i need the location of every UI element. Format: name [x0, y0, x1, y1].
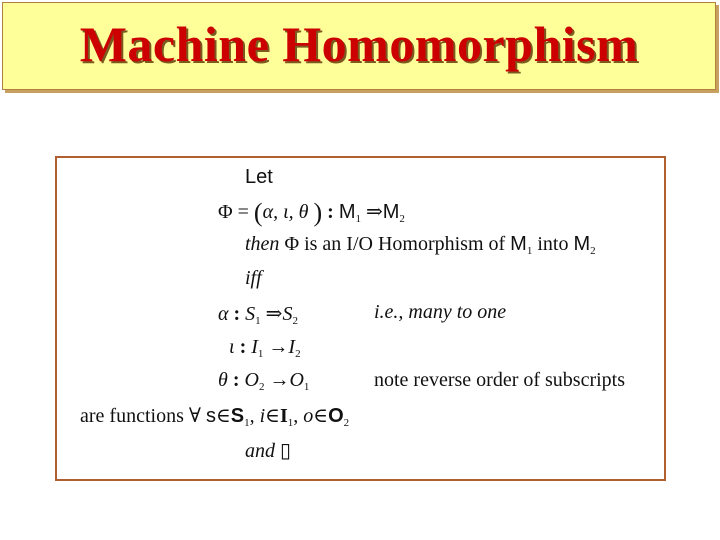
- iota-line: [229, 336, 301, 360]
- placeholder-box-icon: ▯: [280, 440, 292, 462]
- m1: M: [338, 201, 356, 223]
- functions-line: [80, 403, 349, 429]
- m2-b-sub: 2: [590, 245, 596, 257]
- alpha-colon: :: [233, 303, 241, 325]
- phi-symbol: Φ: [218, 201, 233, 223]
- i-var: i: [259, 405, 266, 427]
- phi-definition: [218, 198, 405, 228]
- alpha-arrow: ⇒: [265, 303, 283, 325]
- o2: O: [244, 369, 259, 391]
- m1-b-sub: 1: [526, 245, 533, 257]
- m2-sub: 2: [399, 213, 405, 225]
- s1: S: [245, 303, 256, 325]
- then-word: then: [245, 233, 280, 255]
- theta-note: note reverse order of subscripts: [374, 369, 626, 391]
- iota-symbol: ι: [229, 336, 235, 358]
- theta-arrow: →: [269, 369, 290, 391]
- s1-sub: 1: [255, 315, 261, 327]
- o2-sub: 2: [258, 381, 265, 393]
- implies-symbol: ⇒: [365, 201, 383, 223]
- phi-symbol-2: Φ: [284, 233, 300, 255]
- I-set: I: [279, 405, 288, 427]
- iff-word: iff: [245, 267, 262, 289]
- let-text: Let: [245, 166, 273, 188]
- m2: M: [382, 201, 400, 223]
- O-set-sub: 2: [343, 417, 350, 429]
- in-symbol-3: ∈: [313, 405, 329, 427]
- o-var: o: [303, 405, 314, 427]
- s-var: s: [205, 405, 216, 427]
- I-set-sub: 1: [287, 417, 294, 429]
- m1-sub: 1: [355, 213, 361, 225]
- alpha-line: [218, 301, 298, 327]
- comma-2: ,: [293, 405, 299, 427]
- iota-colon: :: [239, 336, 247, 358]
- i1: I: [251, 336, 258, 358]
- theta-colon: :: [232, 369, 240, 391]
- comma-1: ,: [249, 405, 255, 427]
- O-set: O: [328, 405, 344, 427]
- theta-symbol: θ: [218, 369, 228, 391]
- and-line: [245, 438, 291, 463]
- s2: S: [282, 303, 293, 325]
- open-paren: (: [253, 198, 263, 227]
- i1-sub: 1: [257, 348, 264, 360]
- tuple-text: α, ι, θ: [262, 201, 309, 223]
- in-symbol-1: ∈: [215, 405, 231, 427]
- slide-title: Machine Homomorphism: [79, 16, 639, 72]
- close-paren: ): [313, 198, 323, 227]
- in-symbol-2: ∈: [265, 405, 280, 427]
- s2-sub: 2: [292, 315, 298, 327]
- S-set: S: [230, 405, 245, 427]
- m2-b: M: [573, 233, 591, 255]
- then-line: [245, 233, 596, 257]
- homorphism-text: is an I/O Homorphism of: [304, 233, 506, 255]
- colon: :: [327, 201, 334, 223]
- forall-symbol: ∀: [188, 405, 201, 427]
- alpha-note: i.e., many to one: [374, 301, 507, 323]
- theta-line: [218, 369, 309, 393]
- i2: I: [288, 336, 296, 358]
- into-word: into: [537, 233, 569, 255]
- o1: O: [289, 369, 304, 391]
- iota-arrow: →: [268, 336, 289, 358]
- and-word: and: [245, 440, 275, 462]
- S-set-sub: 1: [244, 417, 250, 429]
- title-banner: [2, 2, 716, 90]
- i2-sub: 2: [295, 348, 301, 360]
- o1-sub: 1: [303, 381, 310, 393]
- equals-sign: =: [237, 201, 249, 223]
- alpha-symbol: α: [218, 303, 229, 325]
- functions-text: are functions: [80, 405, 184, 427]
- m1-b: M: [510, 233, 527, 255]
